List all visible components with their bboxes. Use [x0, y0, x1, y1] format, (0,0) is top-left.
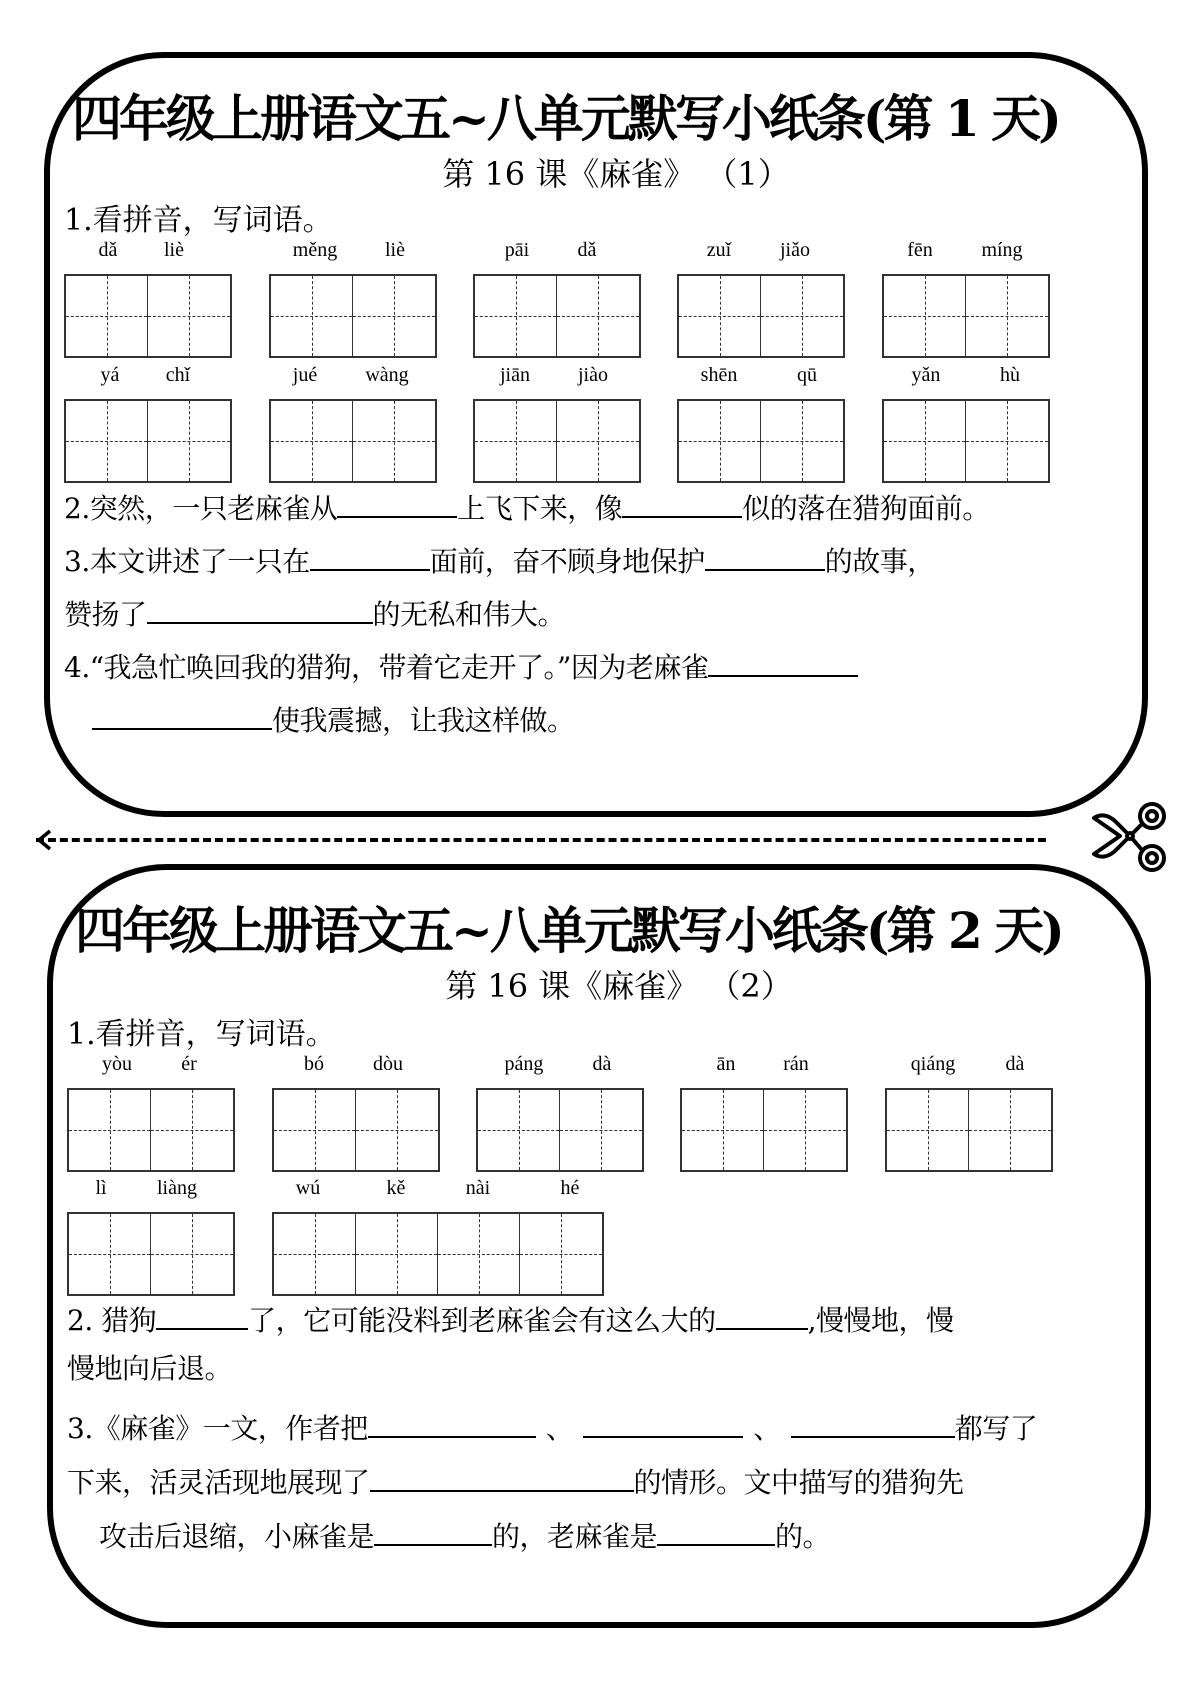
- writing-cell[interactable]: [682, 1090, 764, 1170]
- question-2-cont: 慢地向后退。: [67, 1352, 233, 1385]
- writing-cell[interactable]: [148, 401, 230, 481]
- writing-cell[interactable]: [475, 401, 557, 481]
- writing-cell[interactable]: [884, 276, 966, 356]
- fill-blank[interactable]: [156, 1302, 248, 1330]
- dictation-card-day-2: [47, 864, 1151, 1628]
- writing-cell[interactable]: [66, 401, 148, 481]
- pinyin-syllable: páng: [504, 1053, 544, 1075]
- pinyin-syllable: liè: [164, 239, 184, 261]
- pinyin-syllable: liè: [385, 239, 405, 261]
- writing-cell[interactable]: [966, 401, 1048, 481]
- writing-cell[interactable]: [356, 1214, 438, 1294]
- pinyin-syllable: yòu: [102, 1053, 132, 1075]
- fill-blank[interactable]: [705, 543, 825, 571]
- pinyin-syllable: dòu: [373, 1053, 403, 1075]
- pinyin-syllable: kě: [386, 1177, 406, 1199]
- writing-cell[interactable]: [969, 1090, 1051, 1170]
- writing-cell[interactable]: [560, 1090, 642, 1170]
- pinyin-syllable: hù: [1000, 364, 1020, 386]
- question-3-cont-2: 攻击后退缩，小麻雀是 的，老麻雀是 的。: [99, 1520, 831, 1553]
- fill-blank[interactable]: [791, 1410, 955, 1438]
- fill-blank[interactable]: [368, 1410, 536, 1438]
- word-writing-box: [269, 236, 435, 358]
- pinyin-syllable: fēn: [907, 239, 933, 261]
- pinyin-syllable: měng: [292, 239, 338, 261]
- pinyin-syllable: yá: [100, 364, 120, 386]
- writing-cell[interactable]: [151, 1214, 233, 1294]
- cut-line-divider: [36, 838, 1046, 842]
- pinyin-syllable: dà: [1005, 1053, 1025, 1075]
- word-writing-box: [272, 1050, 438, 1172]
- question-2: 2.突然，一只老麻雀从 上飞下来，像 似的落在猎狗面前。: [64, 492, 990, 525]
- lesson-subtitle: 第 16 课《麻雀》 （2）: [445, 967, 793, 1005]
- fill-blank[interactable]: [310, 543, 430, 571]
- question-1-label: 1.看拼音，写词语。: [64, 203, 333, 238]
- pinyin-syllable: nài: [465, 1177, 491, 1199]
- word-writing-box: [882, 361, 1048, 483]
- fill-blank[interactable]: [716, 1302, 808, 1330]
- fill-blank[interactable]: [147, 596, 373, 624]
- writing-cell[interactable]: [478, 1090, 560, 1170]
- word-writing-box: [64, 236, 230, 358]
- writing-cell[interactable]: [356, 1090, 438, 1170]
- pinyin-syllable: chǐ: [165, 364, 191, 386]
- card-title: 四年级上册语文五~八单元默写小纸条(第 1 天): [72, 89, 1059, 148]
- word-writing-box: [885, 1050, 1051, 1172]
- fill-blank[interactable]: [622, 490, 742, 518]
- word-writing-box: [680, 1050, 846, 1172]
- fill-blank[interactable]: [708, 649, 858, 677]
- pinyin-syllable: liàng: [157, 1177, 197, 1199]
- word-writing-box: [473, 236, 639, 358]
- pinyin-syllable: jiǎo: [780, 239, 810, 261]
- writing-cell[interactable]: [761, 401, 843, 481]
- pinyin-syllable: dǎ: [98, 239, 118, 261]
- fill-blank[interactable]: [657, 1518, 775, 1546]
- writing-cell[interactable]: [69, 1214, 151, 1294]
- word-writing-box: [476, 1050, 642, 1172]
- pinyin-syllable: dǎ: [577, 239, 597, 261]
- pinyin-syllable: rán: [783, 1053, 809, 1075]
- pinyin-syllable: ān: [716, 1053, 736, 1075]
- question-3-cont: 下来，活灵活现地展现了 的情形。文中描写的猎狗先: [67, 1466, 964, 1499]
- word-writing-box: [677, 361, 843, 483]
- dictation-card-day-1: [44, 52, 1148, 817]
- pinyin-syllable: ér: [181, 1053, 197, 1075]
- pinyin-syllable: zuǐ: [706, 239, 732, 261]
- word-writing-box: [67, 1050, 233, 1172]
- question-3: 3.本文讲述了一只在 面前，奋不顾身地保护 的故事，: [64, 545, 935, 578]
- pinyin-syllable: pāi: [504, 239, 530, 261]
- writing-cell[interactable]: [274, 1214, 356, 1294]
- writing-cell[interactable]: [66, 276, 148, 356]
- writing-cell[interactable]: [887, 1090, 969, 1170]
- word-writing-box: [473, 361, 639, 483]
- pinyin-syllable: lì: [95, 1177, 107, 1199]
- pinyin-syllable: shēn: [700, 364, 738, 386]
- pinyin-syllable: dà: [592, 1053, 612, 1075]
- writing-cell[interactable]: [151, 1090, 233, 1170]
- writing-cell[interactable]: [69, 1090, 151, 1170]
- pinyin-syllable: míng: [981, 239, 1023, 261]
- pinyin-syllable: jiān: [500, 364, 530, 386]
- pinyin-syllable: yǎn: [911, 364, 941, 386]
- writing-cell[interactable]: [353, 401, 435, 481]
- question-3-cont: 赞扬了 的无私和伟大。: [64, 598, 566, 631]
- word-writing-box: [64, 361, 230, 483]
- lesson-subtitle: 第 16 课《麻雀》 （1）: [442, 155, 790, 193]
- writing-cell[interactable]: [761, 276, 843, 356]
- pinyin-syllable: qū: [797, 364, 817, 386]
- question-1-label: 1.看拼音，写词语。: [67, 1017, 336, 1052]
- word-writing-box: [677, 236, 843, 358]
- question-2: 2. 猎狗 了，它可能没料到老麻雀会有这么大的 ,慢慢地，慢: [67, 1304, 954, 1337]
- fill-blank[interactable]: [583, 1410, 743, 1438]
- writing-cell[interactable]: [520, 1214, 602, 1294]
- writing-cell[interactable]: [764, 1090, 846, 1170]
- fill-blank[interactable]: [92, 702, 272, 730]
- writing-cell[interactable]: [148, 276, 230, 356]
- pinyin-syllable: jué: [292, 364, 318, 386]
- question-4-cont: 使我震撼，让我这样做。: [92, 702, 575, 735]
- writing-cell[interactable]: [884, 401, 966, 481]
- writing-cell[interactable]: [438, 1214, 520, 1294]
- writing-cell[interactable]: [353, 276, 435, 356]
- pinyin-syllable: wàng: [365, 364, 409, 386]
- question-4: 4.“我急忙唤回我的猎狗，带着它走开了。”因为老麻雀: [64, 649, 858, 682]
- pinyin-syllable: jiào: [578, 364, 608, 386]
- writing-cell[interactable]: [271, 401, 353, 481]
- pinyin-syllable: qiáng: [910, 1053, 956, 1075]
- writing-cell[interactable]: [966, 276, 1048, 356]
- card-title: 四年级上册语文五~八单元默写小纸条(第 2 天): [75, 901, 1062, 960]
- scissors-icon: [1090, 800, 1168, 874]
- writing-cell[interactable]: [475, 276, 557, 356]
- fill-blank[interactable]: [374, 1518, 492, 1546]
- writing-cell[interactable]: [274, 1090, 356, 1170]
- writing-cell[interactable]: [557, 276, 639, 356]
- pinyin-syllable: wú: [295, 1177, 321, 1199]
- word-writing-box: [67, 1174, 233, 1296]
- question-3: 3.《麻雀》一文，作者把 、 、 都写了: [67, 1412, 1038, 1445]
- fill-blank[interactable]: [337, 490, 457, 518]
- fill-blank[interactable]: [370, 1464, 634, 1492]
- pinyin-syllable: bó: [304, 1053, 324, 1075]
- word-writing-box: [272, 1174, 602, 1296]
- word-writing-box: [882, 236, 1048, 358]
- writing-cell[interactable]: [679, 401, 761, 481]
- pinyin-syllable: hé: [560, 1177, 580, 1199]
- writing-cell[interactable]: [271, 276, 353, 356]
- writing-cell[interactable]: [557, 401, 639, 481]
- writing-cell[interactable]: [679, 276, 761, 356]
- word-writing-box: [269, 361, 435, 483]
